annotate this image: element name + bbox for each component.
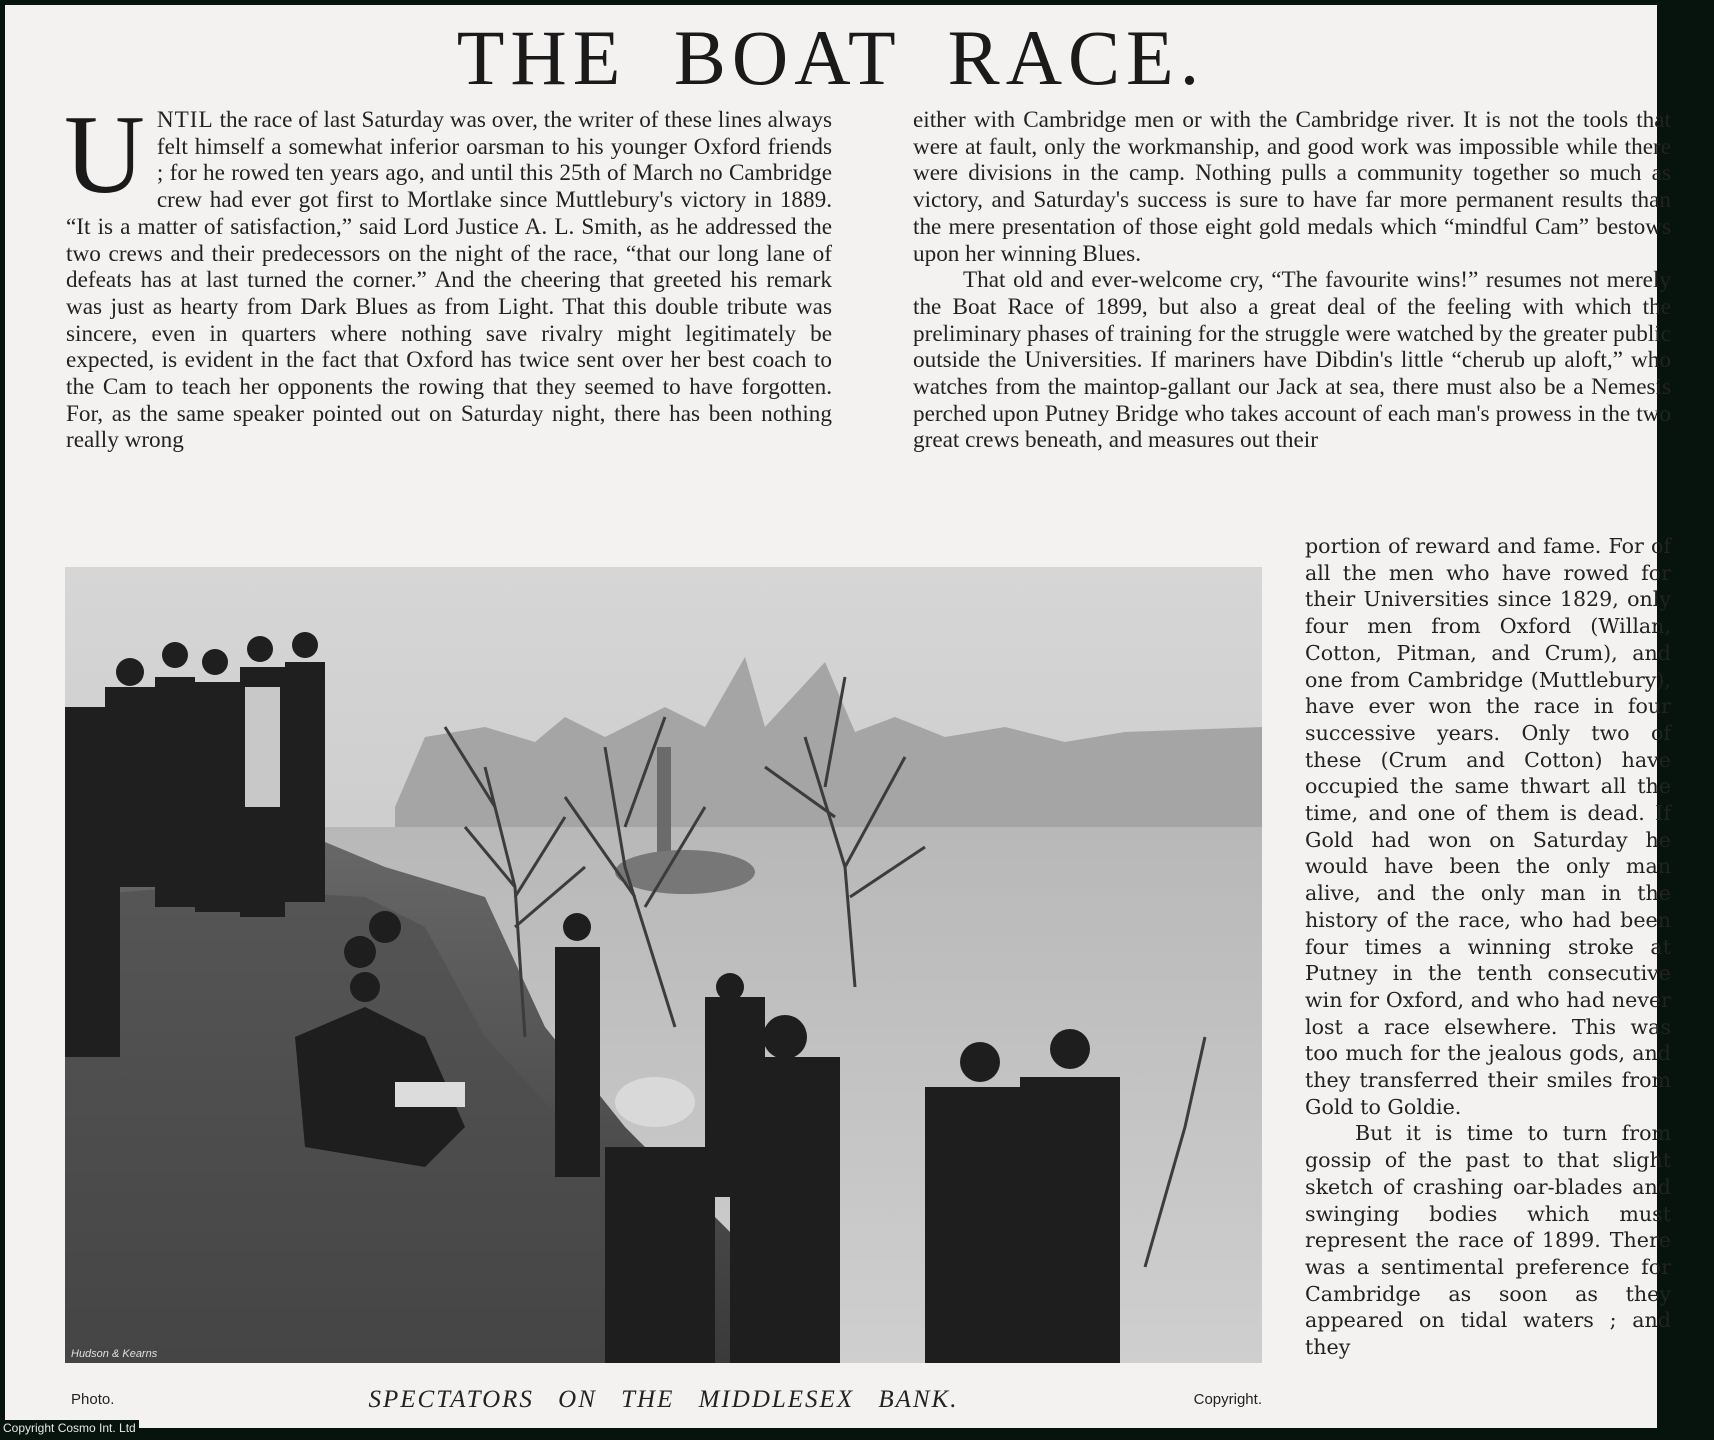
figure-caption: SPECTATORS ON THE MIDDLESEX BANK. bbox=[368, 1386, 959, 1413]
article-title: THE BOAT RACE. bbox=[456, 14, 1206, 101]
paragraph: either with Cambridge men or with the Cambridge river. It is not the tools that were at fault, only the workmanship, and good work was impossible while there were divisions in the camp. Nothing pulls a community together so much as victory, and Saturday's success is sure to have far more permanent results than the mere presentation of those eight gold medals which “mindful Cam” bestows upon her winning Blues. bbox=[913, 107, 1671, 267]
narrow-column bbox=[1305, 533, 1671, 1361]
right-column bbox=[913, 107, 1671, 454]
drop-cap: U bbox=[64, 93, 145, 217]
left-column bbox=[64, 93, 832, 454]
left-column-text: the race of last Saturday was over, the writer of these lines always felt himself a somewhat inferior oarsman to his younger Oxford friends ; for he rowed ten years ago, and until this 25th of March no Cambridge crew had ever got first to Mortlake since Muttlebury's victory in 1889. “It is a matter of satisfaction,” said Lord Justice A. L. Smith, as he addressed the two crews and their predecessors on the night of the race, “that our long lane of defeats has at last turned the corner.” And the cheering that greeted his remark was just as hearty from Dark Blues as from Light. That this double tribute was sincere, even in quarters where nothing save rivalry might legitimately be expected, is evident in the fact that Oxford has twice sent over her best coach to the Cam to teach her opponents the rowing that they seemed to have forgotten. For, as the same speaker pointed out on Saturday night, there has been nothing really wrong bbox=[66, 107, 832, 454]
paragraph: That old and ever-welcome cry, “The favourite wins!” resumes not merely the Boat Race of 1899, but also a great deal of the feeling with which the preliminary phases of training for the struggle were watched by the greater public outside the Universities. If mariners have Dibdin's little “cherub up aloft,” who watches from the maintop-gallant our Jack at sea, there must also be a Nemesis perched upon Putney Bridge who takes account of each man's prowess in the two great crews beneath, and measures out their bbox=[913, 267, 1671, 454]
paragraph: But it is time to turn from gossip of the past to that slight sketch of crashing oar-blades and swinging bodies which must represent the race of 1899. There was a sentimental preference for Cambridge as soon as they appeared on tidal waters ; and they bbox=[1305, 1121, 1671, 1360]
figure-caption-row bbox=[65, 1386, 1262, 1416]
photograph-spectators bbox=[65, 567, 1262, 1363]
copyright-label: Copyright. bbox=[1193, 1391, 1262, 1408]
watermark: Copyright Cosmo Int. Ltd bbox=[0, 1420, 139, 1436]
magazine-page bbox=[5, 5, 1671, 1428]
photographer-mark: Hudson & Kearns bbox=[71, 1348, 158, 1360]
photo-label: Photo. bbox=[71, 1391, 115, 1408]
opening-word: NTIL bbox=[156, 107, 214, 133]
paragraph: portion of reward and fame. For of all the men who have rowed for their Universities since 1829, only four men from Oxford (Willan, Cotton, Pitman, and Crum), and one from Cambridge (Muttlebury), have ever won the race in four successive years. Only two of these (Crum and Cotton) have occupied the same thwart all the time, and one of them is dead. If Gold had won on Saturday he would have been the only man alive, and the only man in the history of the race, who had been four times a winning stroke at Putney in the tenth consecutive win for Oxford, and who had never lost a race elsewhere. This was too much for the jealous gods, and they transferred their smiles from Gold to Goldie. bbox=[1305, 534, 1671, 1119]
photo-illustration bbox=[65, 567, 1262, 1363]
